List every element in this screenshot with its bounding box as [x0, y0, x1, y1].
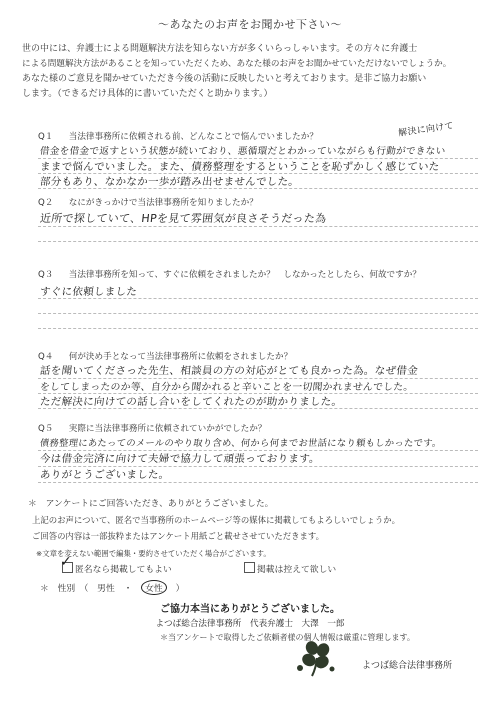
office-line: よつば総合法律事務所 代表弁護士 大澤 一郎	[155, 619, 345, 629]
thanks-heading: ご協力本当にありがとうございました。	[160, 604, 340, 615]
question-number: Q４	[38, 352, 54, 362]
checkbox[interactable]	[244, 562, 255, 573]
clover-logo-icon	[292, 638, 342, 678]
intro-line: あなた様のご意見を聞かせていただき今後の活動に反映したいと考えております。是非ご協力お願い	[22, 74, 427, 84]
page-title: ～あなたのお声をお聞かせ下さい～	[158, 18, 342, 31]
question-number: Q３	[38, 270, 54, 280]
gender-label: ＊ 性別 （ 男性 ・	[40, 584, 142, 594]
margin-note: 解決に向けて	[397, 121, 455, 139]
answer-line: ありがとうございました。	[39, 469, 171, 481]
question-number: Q１	[38, 132, 54, 142]
answer-line: すぐに依頼しました	[39, 286, 138, 298]
question-1	[38, 130, 318, 142]
gender-close: ）	[166, 584, 185, 594]
answer-line: 借金を借金で返すという状態が続いており、悪循環だとわかっていながらも行動ができない	[39, 146, 447, 157]
question-text: 何が決め手となって当法律事務所に依頼をされましたか？	[68, 352, 293, 362]
question-3	[38, 268, 421, 280]
answer-line: 話を聞いてくださった先生、相談員の方の対応がとても良かった為。なぜ借金	[39, 365, 419, 377]
intro-text	[22, 42, 482, 102]
consent-question: 上記のお声について、匿名で当事務所のホームページ等の媒体に掲載してもよろしいでしょうか。	[32, 515, 400, 525]
answer-line: 債務整理にあたってのメールのやり取り含め、何から何までお世話になり頼もしかったです。	[39, 438, 443, 449]
intro-line: による問題解決方法があることを知っていただくため、あなた様のお声をお聞かせていただけないでしょうか。	[22, 59, 452, 69]
answer-line: 今は借金完済に向けて夫婦で協力して頑張っております。	[39, 453, 321, 465]
answer-line: ままで悩んでいました。また、債務整理をするということを恥ずかしく感じていた	[39, 161, 441, 173]
answer-line: ただ解決に向けての話し合いをしてくれたのが助かりました。	[39, 396, 343, 408]
office-logo-text: よつば総合法律事務所	[362, 661, 453, 671]
question-text: 当法律事務所に依頼される前、どんなことで悩んでいましたか？	[68, 132, 318, 142]
edit-note: ※文章を変えない範囲で編集・要約させていただく場合がございます。	[36, 549, 271, 558]
option-label: 匿名なら掲載してもよい	[75, 565, 172, 575]
gender-female-selected[interactable]: 女性	[141, 580, 167, 595]
option-label: 掲載は控えて欲しい	[257, 565, 337, 575]
consent-detail: ご回答の内容は一部抜粋またはアンケート用紙ごと載せさせていただきます。	[32, 531, 324, 541]
privacy-note: ＊当アンケートで取得したご依頼者様の個人情報は厳重に管理します。	[160, 633, 415, 642]
answer-line: をしてしまったのか等、自分から聞かれると辛いことを一切聞かれませんでした。	[39, 382, 415, 393]
checkmark-icon: ✓	[60, 554, 72, 570]
option-decline[interactable]	[244, 562, 336, 575]
question-2	[38, 196, 258, 208]
intro-line: 世の中には、弁護士による問題解決方法を知らない方が多くいらっしゃいます。その方々に弁護士	[22, 44, 418, 54]
question-text: 当法律事務所を知って、すぐに依頼をされましたか？ しなかったとしたら、何故ですか？	[68, 270, 421, 280]
question-text: なにがきっかけで当法律事務所を知りましたか？	[68, 198, 258, 208]
question-number: Q５	[38, 424, 54, 434]
question-text: 実際に当法律事務所に依頼されていかがでしたか？	[68, 424, 267, 434]
question-5	[38, 422, 266, 434]
thanks-note: ＊ アンケートにご回答いただき、ありがとうございました。	[28, 499, 274, 509]
option-anonymous[interactable]	[60, 554, 172, 575]
answer-line: 近所で探していて、HPを見て雰囲気が良さそうだった為	[39, 212, 328, 225]
intro-line: します。（できるだけ具体的に書いていただくと助かります。）	[22, 89, 273, 99]
checkbox-checked[interactable]	[60, 554, 73, 573]
question-4	[38, 350, 292, 362]
question-number: Q２	[38, 198, 54, 208]
gender-field	[40, 580, 184, 595]
answer-line: 部分もあり、なかなか一歩が踏み出せませんでした。	[39, 176, 300, 188]
